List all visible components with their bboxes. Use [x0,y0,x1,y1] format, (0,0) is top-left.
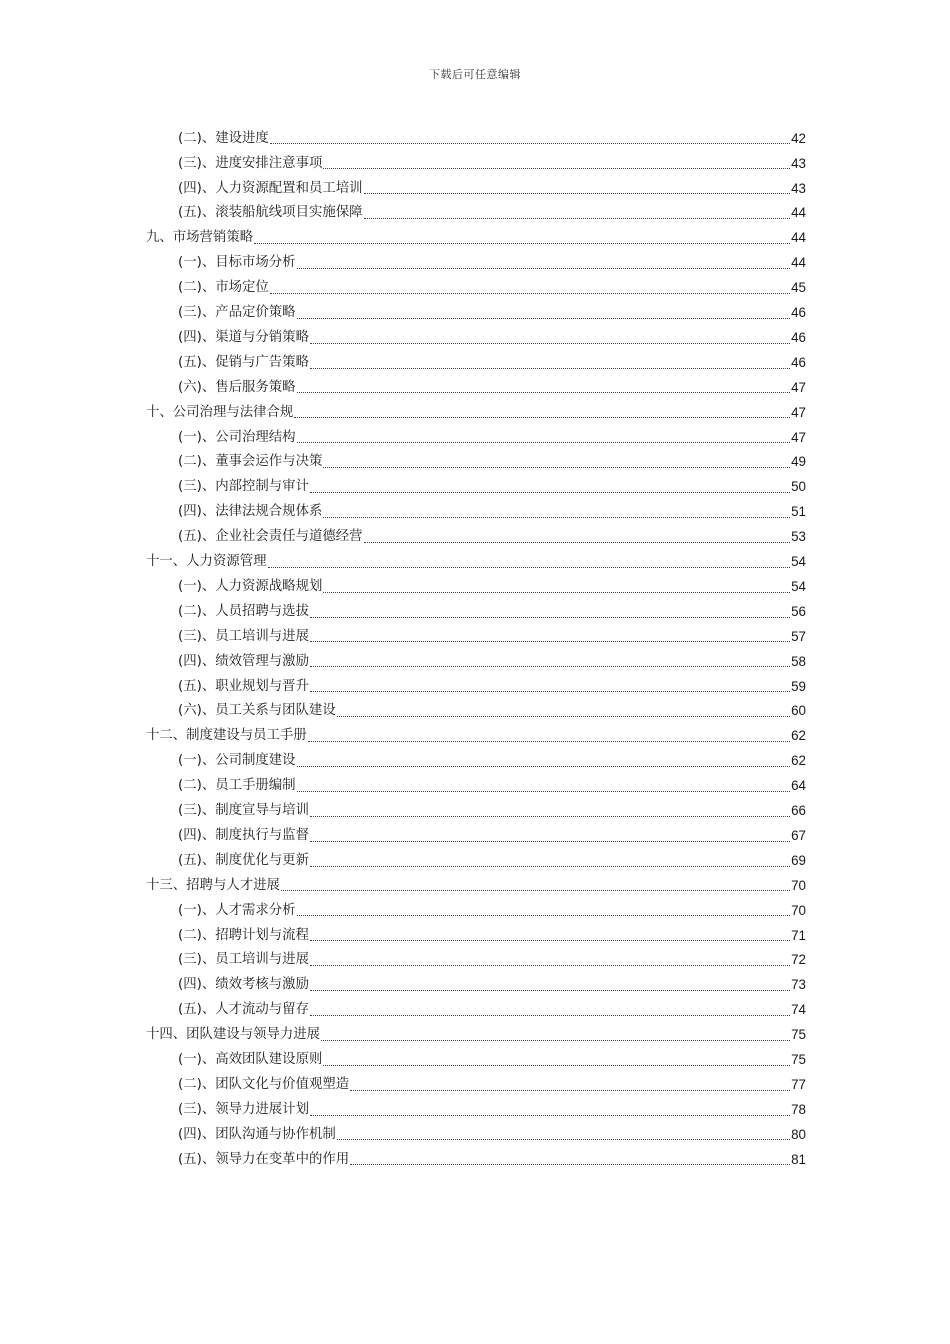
toc-page-number: 51 [791,504,806,520]
toc-entry-title: 十二、制度建设与员工手册 [146,728,307,744]
toc-entry-title: (四)、绩效管理与激励 [178,653,309,669]
toc-section-entry[interactable] [178,749,806,774]
toc-entry-title: (四)、渠道与分销策略 [178,329,309,345]
toc-page-number: 44 [791,230,806,246]
toc-page-number: 43 [791,180,806,196]
toc-section-entry[interactable] [178,898,806,923]
toc-entry-title: (二)、团队文化与价值观塑造 [178,1076,350,1092]
toc-section-entry[interactable] [178,350,806,375]
toc-section-entry[interactable] [178,798,806,823]
toc-section-entry[interactable] [178,1147,806,1172]
toc-page-number: 75 [791,1027,806,1043]
toc-page-number: 57 [791,628,806,644]
toc-dot-leader [310,964,790,966]
toc-dot-leader [310,367,790,369]
toc-dot-leader [323,1064,790,1066]
toc-dot-leader [297,790,791,792]
toc-page-number: 77 [791,1076,806,1092]
toc-section-entry[interactable] [178,848,806,873]
toc-entry-title: (五)、职业规划与晋升 [178,678,309,694]
toc-section-entry[interactable] [178,973,806,998]
toc-dot-leader [364,541,791,543]
toc-page-number: 80 [791,1126,806,1142]
toc-section-entry[interactable] [178,674,806,699]
toc-section-entry[interactable] [178,524,806,549]
toc-page-number: 62 [791,753,806,769]
toc-page-number: 44 [791,205,806,221]
toc-entry-title: (四)、制度执行与监督 [178,827,309,843]
toc-dot-leader [310,1114,790,1116]
toc-section-entry[interactable] [178,1072,806,1097]
toc-dot-leader [310,690,790,692]
toc-entry-title: (五)、人才流动与留存 [178,1002,309,1018]
toc-dot-leader [270,292,790,294]
toc-chapter-entry[interactable] [146,400,806,425]
toc-entry-title: (五)、企业社会责任与道德经营 [178,529,363,545]
toc-entry-title: (五)、促销与广告策略 [178,354,309,370]
toc-page-number: 81 [791,1151,806,1167]
toc-entry-title: (六)、员工关系与团队建设 [178,703,336,719]
toc-entry-title: 十、公司治理与法律合规 [146,404,294,420]
toc-dot-leader [254,242,790,244]
toc-entry-title: (二)、员工手册编制 [178,778,296,794]
toc-dot-leader [364,217,791,219]
toc-dot-leader [270,142,790,144]
toc-entry-title: (一)、人才需求分析 [178,902,296,918]
toc-page-number: 53 [791,529,806,545]
toc-page-number: 47 [791,379,806,395]
toc-page-number: 47 [791,404,806,420]
toc-entry-title: (二)、建设进度 [178,130,269,146]
toc-page-number: 73 [791,977,806,993]
toc-entry-title: (三)、制度宣导与培训 [178,803,309,819]
toc-dot-leader [323,591,790,593]
page-header: 下载后可任意编辑 [429,68,521,81]
toc-section-entry[interactable] [178,325,806,350]
toc-entry-title: (二)、市场定位 [178,280,269,296]
toc-entry-title: (一)、高效团队建设原则 [178,1052,323,1068]
toc-dot-leader [337,1138,790,1140]
toc-page-number: 54 [791,554,806,570]
toc-page-number: 72 [791,952,806,968]
toc-entry-title: (二)、招聘计划与流程 [178,927,309,943]
toc-section-entry[interactable] [178,923,806,948]
toc-entry-title: (三)、领导力进展计划 [178,1101,309,1117]
toc-dot-leader [310,342,790,344]
toc-dot-leader [310,865,790,867]
toc-section-entry[interactable] [178,624,806,649]
toc-dot-leader [297,267,791,269]
toc-entry-title: (三)、进度安排注意事项 [178,155,323,171]
toc-page-number: 56 [791,603,806,619]
toc-section-entry[interactable] [178,375,806,400]
toc-dot-leader [323,167,790,169]
toc-section-entry[interactable] [178,998,806,1023]
toc-section-entry[interactable] [178,176,806,201]
toc-chapter-entry[interactable] [146,549,806,574]
toc-entry-title: (四)、团队沟通与协作机制 [178,1126,336,1142]
toc-chapter-entry[interactable] [146,1022,806,1047]
toc-section-entry[interactable] [178,275,806,300]
toc-page-number: 75 [791,1052,806,1068]
toc-section-entry[interactable] [178,300,806,325]
toc-chapter-entry[interactable] [146,873,806,898]
toc-section-entry[interactable] [178,450,806,475]
toc-dot-leader [297,391,791,393]
toc-section-entry[interactable] [178,1047,806,1072]
toc-entry-title: (二)、董事会运作与决策 [178,454,323,470]
toc-section-entry[interactable] [178,948,806,973]
toc-page-number: 78 [791,1101,806,1117]
toc-page-number: 74 [791,1002,806,1018]
toc-section-entry[interactable] [178,500,806,525]
toc-dot-leader [310,640,790,642]
toc-page-number: 50 [791,479,806,495]
toc-page-number: 70 [791,902,806,918]
toc-page-number: 69 [791,852,806,868]
toc-section-entry[interactable] [178,1122,806,1147]
toc-entry-title: (三)、内部控制与审计 [178,479,309,495]
toc-dot-leader [310,491,790,493]
toc-page-number: 58 [791,653,806,669]
toc-dot-leader [323,466,790,468]
toc-page-number: 67 [791,827,806,843]
toc-dot-leader [310,1014,790,1016]
toc-page-number: 49 [791,454,806,470]
toc-page-number: 46 [791,354,806,370]
toc-dot-leader [310,815,790,817]
toc-page-number: 70 [791,877,806,893]
toc-page-number: 44 [791,255,806,271]
toc-dot-leader [297,914,791,916]
toc-dot-leader [310,616,790,618]
toc-page-number: 71 [791,927,806,943]
toc-entry-title: (一)、公司治理结构 [178,429,296,445]
toc-dot-leader [294,416,790,418]
toc-section-entry[interactable] [178,475,806,500]
toc-page-number: 43 [791,155,806,171]
toc-section-entry[interactable] [178,425,806,450]
toc-dot-leader [297,441,791,443]
toc-entry-title: (三)、员工培训与进展 [178,952,309,968]
toc-chapter-entry[interactable] [146,724,806,749]
toc-entry-title: (四)、法律法规合规体系 [178,504,323,520]
toc-entry-title: (二)、人员招聘与选拔 [178,603,309,619]
toc-section-entry[interactable] [178,599,806,624]
toc-entry-title: 十四、团队建设与领导力进展 [146,1027,321,1043]
toc-page-number: 60 [791,703,806,719]
toc-dot-leader [310,840,790,842]
toc-entry-title: (一)、公司制度建设 [178,753,296,769]
toc-section-entry[interactable] [178,773,806,798]
toc-page-number: 66 [791,803,806,819]
toc-page-number: 46 [791,305,806,321]
toc-entry-title: 九、市场营销策略 [146,230,254,246]
toc-section-entry[interactable] [178,126,806,151]
toc-entry-title: (五)、领导力在变革中的作用 [178,1151,350,1167]
toc-entry-title: (四)、绩效考核与激励 [178,977,309,993]
toc-entry-title: 十三、招聘与人才进展 [146,877,280,893]
toc-dot-leader [281,889,790,891]
toc-section-entry[interactable] [178,649,806,674]
toc-page-number: 42 [791,130,806,146]
toc-dot-leader [297,765,791,767]
toc-entry-title: (五)、制度优化与更新 [178,852,309,868]
toc-dot-leader [310,665,790,667]
toc-dot-leader [321,1039,790,1041]
toc-entry-title: (六)、售后服务策略 [178,379,296,395]
toc-entry-title: (一)、人力资源战略规划 [178,578,323,594]
toc-section-entry[interactable] [178,1097,806,1122]
toc-entry-title: (一)、目标市场分析 [178,255,296,271]
toc-section-entry[interactable] [178,251,806,276]
toc-page-number: 47 [791,429,806,445]
toc-chapter-entry[interactable] [146,226,806,251]
toc-page-number: 62 [791,728,806,744]
toc-dot-leader [337,715,790,717]
toc-dot-leader [310,939,790,941]
toc-entry-title: (五)、滚装船航线项目实施保障 [178,205,363,221]
toc-dot-leader [310,989,790,991]
toc-page-number: 59 [791,678,806,694]
toc-section-entry[interactable] [178,151,806,176]
toc-section-entry[interactable] [178,699,806,724]
toc-dot-leader [350,1089,790,1091]
toc-dot-leader [323,516,790,518]
toc-section-entry[interactable] [178,201,806,226]
toc-page-number: 54 [791,578,806,594]
toc-dot-leader [364,192,791,194]
toc-dot-leader [350,1163,790,1165]
toc-entry-title: (三)、员工培训与进展 [178,628,309,644]
toc-entry-title: 十一、人力资源管理 [146,554,267,570]
toc-entry-title: (三)、产品定价策略 [178,305,296,321]
toc-page-number: 64 [791,778,806,794]
toc-entry-title: (四)、人力资源配置和员工培训 [178,180,363,196]
toc-dot-leader [268,566,791,568]
toc-section-entry[interactable] [178,574,806,599]
toc-page-number: 46 [791,329,806,345]
toc-dot-leader [297,317,791,319]
toc-section-entry[interactable] [178,823,806,848]
toc-page-number: 45 [791,280,806,296]
toc-dot-leader [308,740,790,742]
